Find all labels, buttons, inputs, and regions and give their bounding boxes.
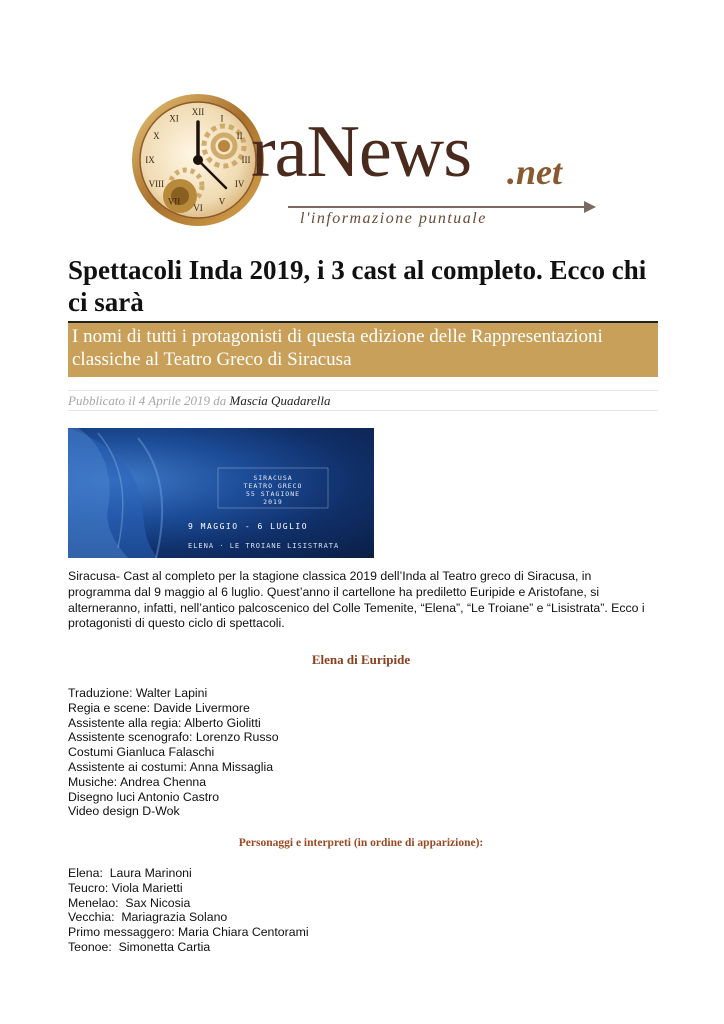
author-link[interactable]: Mascia Quadarella bbox=[229, 393, 331, 408]
section-title-cast: Personaggi e interpreti (in ordine di apparizione): bbox=[238, 837, 484, 849]
logo-underline bbox=[288, 206, 588, 208]
article-subtitle-banner bbox=[68, 323, 658, 377]
credits-list bbox=[68, 686, 588, 819]
logo-wordmark: raNews bbox=[251, 111, 472, 193]
poster-dates: 9 MAGGIO - 6 LUGLIO bbox=[188, 522, 309, 531]
clock-numeral: IV bbox=[234, 179, 245, 189]
clock-numeral: V bbox=[218, 196, 226, 207]
site-logo[interactable] bbox=[128, 88, 598, 238]
article-title: Spettacoli Inda 2019, i 3 cast al completo. Ecco chi ci sarà bbox=[68, 255, 647, 317]
article-intro-paragraph: Siracusa- Cast al completo per la stagione classica 2019 dell’Inda al Teatro greco di Siracusa, in programma dal 9 maggio al 6 luglio. Quest’anno il cartellone ha prediletto Euripide e Aristofane, si alterneranno, infatti, nell’antico palcoscenico del Colle Temenite, “Elena”, “Le Troiane” e “Lisistrata”. Ecco i protagonisti di questo ciclo di spettacoli. bbox=[68, 569, 645, 631]
credit-item: Costumi Gianluca Falaschi bbox=[68, 745, 215, 760]
cast-item: Vecchia: Mariagrazia Solano bbox=[68, 910, 228, 925]
clock-numeral: VI bbox=[193, 203, 203, 213]
poster-title bbox=[218, 474, 328, 506]
clock-numeral: IX bbox=[145, 155, 155, 165]
credit-item: Regia e scene: Davide Livermore bbox=[68, 700, 250, 715]
arrow-right-icon bbox=[584, 201, 596, 213]
cast-item: Teonoe: Simonetta Cartia bbox=[68, 939, 211, 954]
clock-numeral: I bbox=[220, 113, 224, 124]
clock-numeral: XII bbox=[191, 107, 205, 117]
clock-numeral: II bbox=[236, 131, 243, 141]
credit-item: Assistente ai costumi: Anna Missaglia bbox=[68, 759, 274, 774]
clock-numeral: X bbox=[153, 131, 160, 141]
byline-published: Pubblicato il 4 Aprile 2019 da bbox=[68, 393, 227, 408]
cast-item: Teucro: Viola Marietti bbox=[68, 880, 183, 895]
cast-item: Menelao: Sax Nicosia bbox=[68, 895, 191, 910]
poster-title-line: 55 STAGIONE bbox=[245, 490, 301, 498]
article-subtitle: I nomi di tutti i protagonisti di questa edizione delle Rappresentazioni classiche al Teatro Greco di Siracusa bbox=[72, 326, 603, 370]
cast-list bbox=[68, 866, 588, 955]
cast-item: Primo messaggero: Maria Chiara Centorami bbox=[68, 925, 309, 940]
poster-title-line: TEATRO GRECO bbox=[243, 482, 303, 490]
poster-title-line: SIRACUSA bbox=[253, 474, 293, 482]
clock-numeral: VII bbox=[167, 196, 181, 207]
article-byline bbox=[68, 392, 658, 410]
credit-item: Musiche: Andrea Chenna bbox=[68, 774, 207, 789]
clock-numeral: VIII bbox=[148, 179, 165, 189]
clock-numeral: III bbox=[241, 155, 251, 165]
logo-tagline: l'informazione puntuale bbox=[300, 210, 487, 227]
credit-item: Assistente alla regia: Alberto Giolitti bbox=[68, 715, 261, 730]
section-title-elena: Elena di Euripide bbox=[311, 652, 411, 667]
credit-item: Disegno luci Antonio Castro bbox=[68, 789, 220, 804]
logo-domain-suffix: .net bbox=[507, 152, 563, 192]
meta-divider-top bbox=[68, 390, 658, 391]
credit-item: Assistente scenografo: Lorenzo Russo bbox=[68, 730, 279, 745]
credit-item: Traduzione: Walter Lapini bbox=[68, 686, 208, 700]
credit-item: Video design D-Wok bbox=[68, 804, 180, 819]
cast-item: Elena: Laura Marinoni bbox=[68, 866, 192, 880]
poster-title-line: 2019 bbox=[263, 498, 283, 506]
poster-shows: ELENA · LE TROIANE LISISTRATA bbox=[188, 542, 340, 550]
meta-divider-bottom bbox=[68, 410, 658, 411]
clock-numeral: XI bbox=[169, 113, 179, 124]
season-poster-image bbox=[68, 428, 374, 558]
